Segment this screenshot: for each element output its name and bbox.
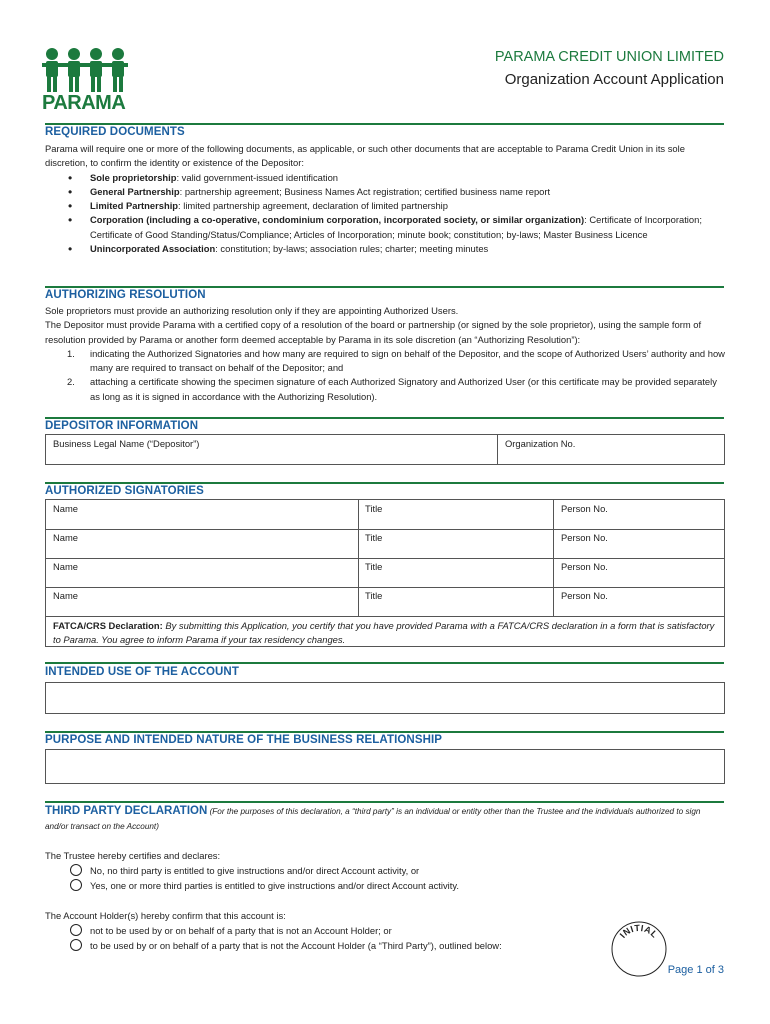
business-legal-name-field[interactable] — [46, 435, 497, 464]
list-item: • Limited Partnership: limited partnership agreement, declaration of limited partnership — [45, 199, 725, 213]
authorizing-resolution-body — [45, 304, 725, 404]
section-rule — [45, 417, 724, 419]
people-figures-icon — [42, 46, 128, 96]
parama-logo — [42, 46, 128, 114]
list-item: 1. indicating the Authorized Signatories and how many are required to sign on behalf of the Depositor, and the scope of Authorized Users’ authority and how many are required to transact on behalf of the Depositor; and — [67, 347, 725, 374]
signatory-name-label: Name — [53, 503, 79, 514]
purpose-title: PURPOSE AND INTENDED NATURE OF THE BUSINESS RELATIONSHIP — [45, 734, 443, 746]
holder-not-third-party-label: not to be used by or on behalf of a party that is not an Account Holder; or — [90, 925, 392, 936]
signatory-title-label: Title — [365, 561, 383, 572]
row-divider — [46, 616, 724, 617]
trustee-yes-label: Yes, one or more third parties is entitled to give instructions and/or direct Account activity. — [90, 880, 459, 891]
third-party-title: THIRD PARTY DECLARATION — [45, 805, 208, 817]
trustee-intro: The Trustee hereby certifies and declares: — [45, 850, 221, 861]
section-rule — [45, 662, 724, 664]
signatory-person-no-label: Person No. — [561, 561, 608, 572]
list-item: 2. attaching a certificate showing the specimen signature of each Authorized Signatory and Authorized User (or this certificate may be provided separately as long as it is signed in accordance with the Authorizing Resolution). — [67, 376, 717, 402]
document-list — [45, 171, 725, 257]
section-rule — [45, 731, 724, 733]
required-documents-title: REQUIRED DOCUMENTS — [45, 126, 185, 138]
authorizing-resolution-title: AUTHORIZING RESOLUTION — [45, 289, 206, 301]
section-rule — [45, 801, 724, 803]
signatory-title-label: Title — [365, 532, 383, 543]
required-documents-intro: Parama will require one or more of the following documents, as applicable, or such other documents that are acceptable to Parama Credit Union in its sole discretion, to confirm the identity or existence of the Depositor: — [45, 143, 685, 169]
initial-stamp-text: INITIAL — [617, 922, 660, 940]
signatory-name-label: Name — [53, 532, 79, 543]
holder-third-party-label: to be used by or on behalf of a party that is not the Account Holder (a “Third Party”), outlined below: — [90, 940, 502, 951]
row-divider — [46, 529, 724, 530]
list-item: • Sole proprietorship: valid government-issued identification — [45, 171, 725, 185]
row-divider — [46, 558, 724, 559]
signatory-person-no-label: Person No. — [561, 503, 608, 514]
purpose-field[interactable] — [45, 749, 725, 784]
list-item: • Unincorporated Association: constitution; by-laws; association rules; charter; meeting minutes — [45, 242, 725, 256]
holder-not-third-party-radio[interactable] — [70, 924, 82, 936]
signatory-name-label: Name — [53, 590, 79, 601]
section-rule — [45, 286, 724, 288]
row-divider — [46, 587, 724, 588]
org-name: PARAMA CREDIT UNION LIMITED — [494, 49, 724, 65]
initial-stamp[interactable] — [610, 920, 668, 978]
intended-use-title: INTENDED USE OF THE ACCOUNT — [45, 666, 239, 678]
fatca-declaration: FATCA/CRS Declaration: By submitting this Application, you certify that you have provided Parama with a FATCA/CRS declaration in a form that is satisfactory to Parama. You agree to inform Parama if your tax residency changes. — [53, 620, 715, 646]
resolution-list — [45, 347, 725, 404]
depositor-information-table — [45, 434, 725, 465]
business-legal-name-label: Business Legal Name (“Depositor”) — [53, 438, 200, 449]
document-title: Organization Account Application — [504, 71, 724, 88]
depositor-information-title: DEPOSITOR INFORMATION — [45, 420, 199, 432]
signatory-name-label: Name — [53, 561, 79, 572]
trustee-yes-radio[interactable] — [70, 879, 82, 891]
trustee-no-radio[interactable] — [70, 864, 82, 876]
signatory-title-label: Title — [365, 503, 383, 514]
signatory-person-no-label: Person No. — [561, 532, 608, 543]
holder-intro: The Account Holder(s) hereby confirm that this account is: — [45, 910, 286, 921]
holder-third-party-radio[interactable] — [70, 939, 82, 951]
page-number: Page 1 of 3 — [667, 964, 724, 976]
logo-wordmark: PARAMA — [42, 92, 126, 114]
signatory-title-label: Title — [365, 590, 383, 601]
resolution-line-1: Sole proprietors must provide an authorizing resolution only if they are appointing Authorized Users. — [45, 305, 459, 316]
authorized-signatories-table — [45, 499, 725, 647]
section-rule — [45, 123, 724, 125]
resolution-line-2: The Depositor must provide Parama with a certified copy of a resolution of the board or partnership (or signed by the sole proprietor), using the sample form of resolution provided by Parama or another form deemed acceptable by Parama in its sole discretion (an “Authorizing Resolution”): — [45, 319, 702, 345]
list-item: • Corporation (including a co-operative, condominium corporation, incorporated society, or similar organization): Certificate of Incorporation; Certificate of Good Standing/Status/Compliance; Articles of Incorporation; minute book; constitution; by-laws; Master Business Licence — [45, 213, 725, 242]
authorized-signatories-title: AUTHORIZED SIGNATORIES — [45, 485, 204, 497]
section-rule — [45, 482, 724, 484]
third-party-heading — [45, 804, 725, 834]
third-party-note: (For the purposes of this declaration, a “third party” is an individual or entity other than the Trustee and the individuals authorized to sign and/or transact on the Account) — [45, 807, 701, 831]
svg-text:INITIAL — [618, 923, 660, 940]
list-item: • General Partnership: partnership agreement; Business Names Act registration; certified business name report — [45, 185, 725, 199]
signatory-person-no-label: Person No. — [561, 590, 608, 601]
organization-no-label: Organization No. — [505, 438, 576, 449]
intended-use-field[interactable] — [45, 682, 725, 714]
organization-no-field[interactable] — [498, 435, 724, 464]
initial-stamp-icon — [610, 920, 668, 978]
trustee-no-label: No, no third party is entitled to give instructions and/or direct Account activity, or — [90, 865, 420, 876]
required-documents-body — [45, 142, 725, 256]
